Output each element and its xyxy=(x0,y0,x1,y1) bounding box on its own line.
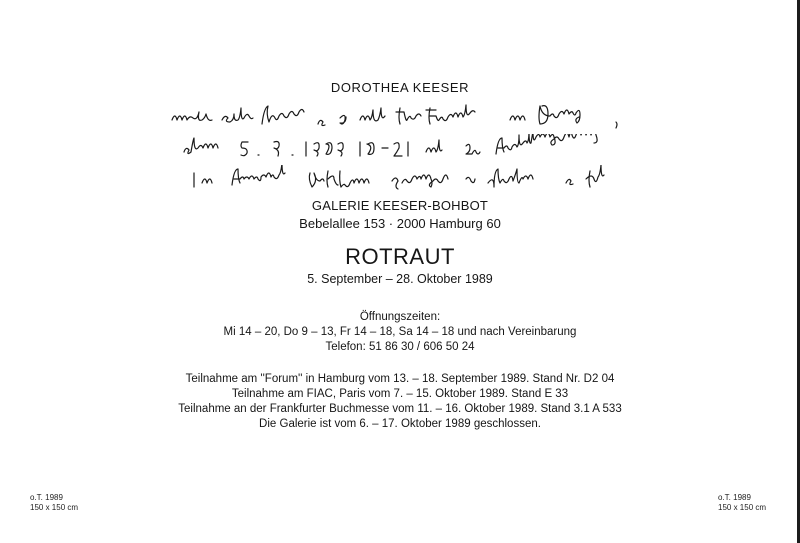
handwriting-signature-3 xyxy=(170,165,640,195)
handwriting-signature-1 xyxy=(170,102,640,132)
artwork-title-left: o.T. 1989 xyxy=(30,493,63,502)
opening-hours-label: Öffnungszeiten: xyxy=(359,311,441,323)
gallery-name: GALERIE KEESER-BOHBOT xyxy=(311,198,489,213)
gallery-address: Bebelallee 153 · 2000 Hamburg 60 xyxy=(299,216,501,231)
artist-name: ROTRAUT xyxy=(345,244,455,269)
participation-fiac: Teilnahme am FIAC, Paris vom 7. – 15. Oktober 1989. Stand E 33 xyxy=(231,388,569,400)
artwork-caption-left xyxy=(30,493,78,513)
artwork-caption-right xyxy=(718,493,766,513)
gallery-closure-notice: Die Galerie ist vom 6. – 17. Oktober 1989 geschlossen. xyxy=(259,418,541,430)
opening-hours: Mi 14 – 20, Do 9 – 13, Fr 14 – 18, Sa 14 – 18 und nach Vereinbarung xyxy=(223,326,577,338)
handwriting-signature-2 xyxy=(170,134,640,164)
artwork-title-right: o.T. 1989 xyxy=(718,493,751,502)
handwritten-line-1 xyxy=(170,102,640,132)
participation-buchmesse: Teilnahme an der Frankfurter Buchmesse vom 11. – 16. Oktober 1989. Stand 3.1 A 533 xyxy=(178,403,622,415)
phone-number: Telefon: 51 86 30 / 606 50 24 xyxy=(325,341,475,353)
sender-name: DOROTHEA KEESER xyxy=(330,80,470,95)
participation-forum: Teilnahme am ''Forum'' in Hamburg vom 13. – 18. September 1989. Stand Nr. D2 04 xyxy=(185,373,615,385)
artwork-size-right: 150 x 150 cm xyxy=(718,503,767,512)
exhibition-dates: 5. September – 28. Oktober 1989 xyxy=(307,272,493,286)
handwritten-line-3 xyxy=(170,165,640,195)
artwork-size-left: 150 x 150 cm xyxy=(30,503,79,512)
handwritten-line-2 xyxy=(170,134,640,164)
